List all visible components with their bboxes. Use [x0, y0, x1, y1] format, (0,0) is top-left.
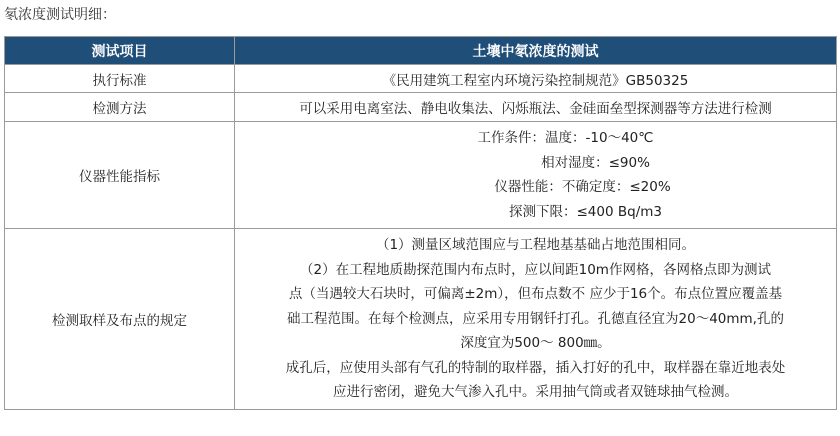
row-value-standard: 《民用建筑工程室内环境污染控制规范》GB50325 — [235, 65, 837, 93]
sampling-line-3: 点（当遇较大石块时，可偏离±2m），但布点数不 应少于16个。布点位置应覆盖基 — [288, 286, 783, 302]
sampling-line-5: 深度宜为500～ 800㎜。 — [460, 335, 611, 351]
row-label-standard: 执行标准 — [5, 65, 235, 93]
spec-line-detection-limit: 探测下限：≤400 Bq/m3 — [509, 203, 662, 220]
table-row — [5, 65, 837, 93]
spec-line-working-conditions: 工作条件：温度：-10～40℃ — [477, 130, 654, 146]
row-label-sampling: 检测取样及布点的规定 — [5, 229, 235, 410]
sampling-line-2: （2）在工程地质勘探范围内布点时，应以间距10m作网格，各网格点即为测试 — [300, 261, 771, 278]
row-value-instrument — [235, 122, 837, 229]
row-value-method: 可以采用电离室法、静电收集法、闪烁瓶法、金硅面垒型探测器等方法进行检测 — [235, 93, 837, 122]
radon-test-table — [4, 36, 837, 410]
header-soil-radon-test: 土壤中氡浓度的测试 — [235, 37, 837, 65]
row-label-method: 检测方法 — [5, 93, 235, 122]
sampling-line-6: 成孔后，应使用头部有气孔的特制的取样器，插入打好的孔中，取样器在靠近地表处 — [285, 359, 786, 376]
sampling-line-4: 础工程范围。在每个检测点，应采用专用钢钎打孔。孔德直径宜为20～40mm,孔的 — [287, 310, 784, 327]
page-caption: 氡浓度测试明细： — [4, 7, 116, 23]
spec-line-humidity: 相对湿度：≤90% — [541, 154, 650, 171]
row-label-instrument: 仪器性能指标 — [5, 122, 235, 229]
table-row — [5, 93, 837, 122]
header-test-item: 测试项目 — [5, 37, 235, 65]
table-row — [5, 229, 837, 410]
table-header-row — [5, 37, 837, 65]
sampling-line-7: 应进行密闭，避免大气渗入孔中。采用抽气筒或者双链球抽气检测。 — [333, 384, 738, 400]
sampling-line-1: （1）测量区域范围应与工程地基基础占地范围相同。 — [375, 237, 696, 253]
row-value-sampling — [235, 229, 837, 410]
spec-line-uncertainty: 仪器性能：不确定度：≤20% — [494, 179, 671, 195]
table-row — [5, 122, 837, 229]
